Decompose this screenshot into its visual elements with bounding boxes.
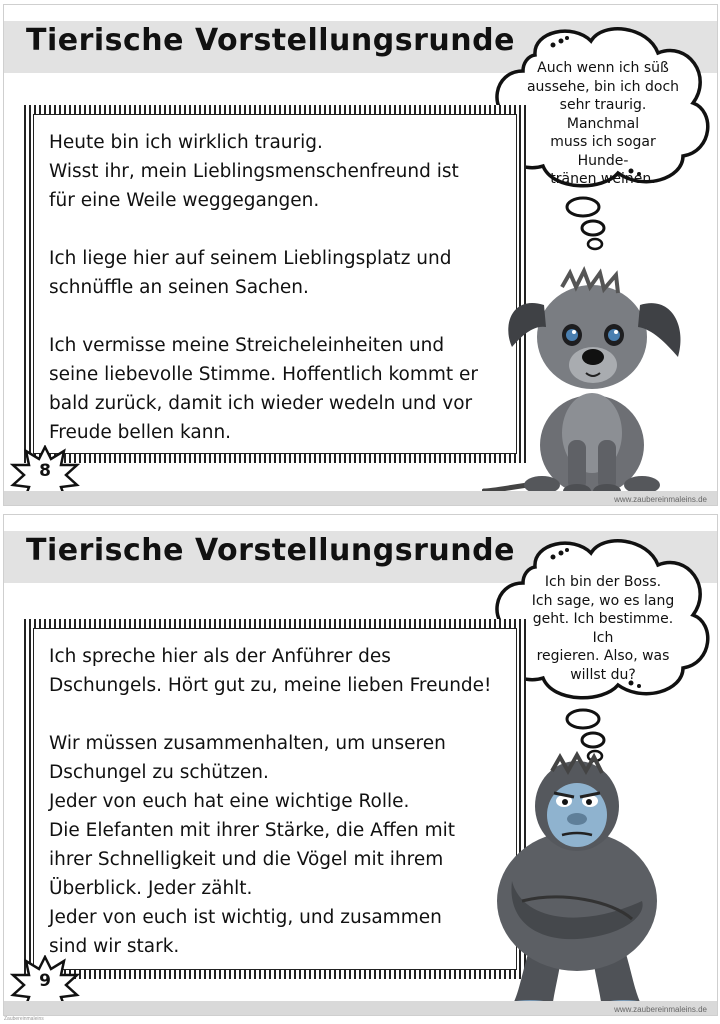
thought-text: Ich bin der Boss. Ich sage, wo es lang geht. Ich bestimme. Ich regieren. Also, was willst du?	[531, 574, 675, 683]
paragraph: Wir müssen zusammenhalten, um unseren Dschungel zu schützen. Jeder von euch hat eine wichtige Rolle. Die Elefanten mit ihrer Stärke, die Affen mit ihrer Schnelligkeit und die Vögel mit ihrem Überblick. Jeder zählt. Jeder von euch ist wichtig, und zusammen sind wir stark.	[49, 733, 455, 957]
footer-note: Zaubereinmaleins	[4, 1016, 44, 1022]
credit-text: www.zaubereinmaleins.de	[614, 1005, 707, 1014]
paragraph: Ich vermisse meine Streicheleinheiten und seine liebevolle Stimme. Hoffentlich kommt er bald zurück, damit ich wieder wedeln und vor Freude bellen kann.	[49, 335, 478, 443]
card-9	[3, 514, 718, 1016]
text-frame	[24, 105, 526, 463]
credit-text: www.zaubereinmaleins.de	[614, 495, 707, 504]
paragraph: Ich spreche hier als der Anführer des Dschungels. Hört gut zu, meine lieben Freunde!	[49, 646, 492, 696]
card-title: Tierische Vorstellungsrunde	[26, 533, 515, 568]
card-text	[49, 642, 507, 961]
puppy-icon	[482, 265, 702, 500]
card-8	[3, 4, 718, 506]
paragraph: Heute bin ich wirklich traurig. Wisst ihr, mein Lieblingsmenschenfreund ist für eine Weile weggegangen.	[49, 132, 459, 211]
gorilla-icon	[482, 751, 672, 1015]
bottom-bar	[4, 491, 717, 505]
paragraph: Ich liege hier auf seinem Lieblingsplatz und schnüffle an seinen Sachen.	[49, 248, 452, 298]
bottom-bar	[4, 1001, 717, 1015]
card-title: Tierische Vorstellungsrunde	[26, 23, 515, 58]
thought-text: Auch wenn ich süß aussehe, bin ich doch sehr traurig. Manchmal muss ich sogar Hunde- tränen weinen.	[526, 60, 680, 187]
text-frame	[24, 619, 526, 979]
card-number: 8	[39, 461, 51, 481]
card-number: 9	[39, 971, 51, 991]
card-text	[49, 128, 507, 447]
